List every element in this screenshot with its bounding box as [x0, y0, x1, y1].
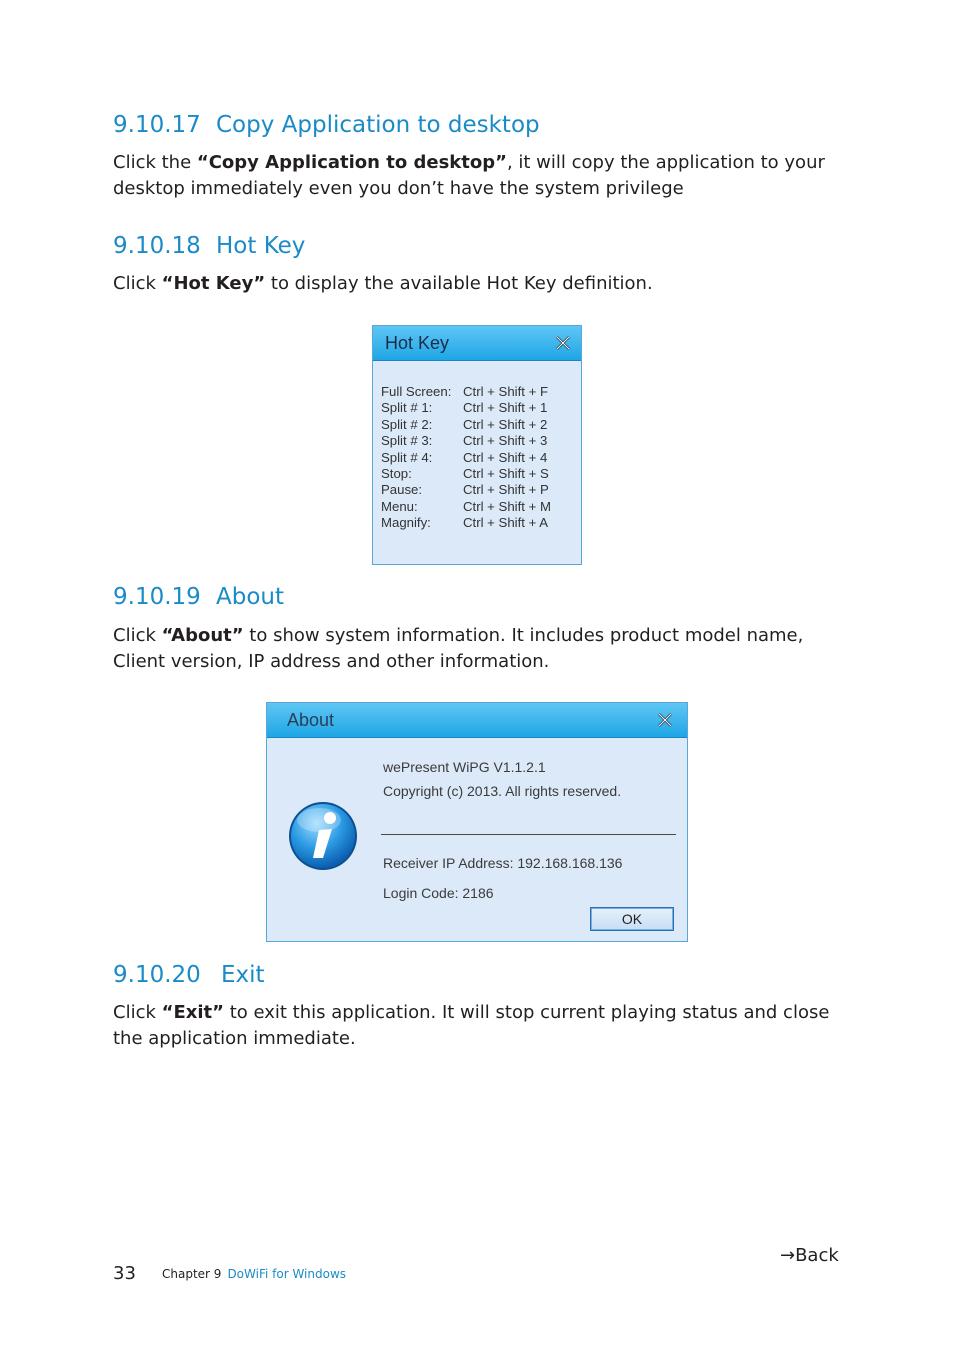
ok-button[interactable]: OK	[590, 907, 674, 931]
section-title: Copy Application to desktop	[216, 112, 540, 138]
hot-key-label: Magnify:	[381, 515, 431, 531]
paragraph-emphasis: “Hot Key”	[161, 273, 266, 294]
section-title: Hot Key	[216, 233, 306, 259]
section-paragraph	[113, 271, 843, 297]
paragraph-text: to show system information. It includes product model name, Client version, IP address and other information.	[113, 625, 804, 672]
paragraph-text: to exit this application. It will stop current playing status and close the application immediate.	[113, 1002, 830, 1049]
paragraph-text: Click	[113, 625, 162, 646]
hot-key-combo: Ctrl + Shift + F	[463, 384, 549, 399]
hot-key-row	[381, 433, 551, 449]
hot-key-combo: Ctrl + Shift + P	[463, 482, 549, 498]
hot-key-row	[381, 384, 551, 400]
section-title: Exit	[221, 962, 265, 988]
chapter-title: DoWiFi for Windows	[227, 1267, 347, 1281]
hot-key-label: Split # 1:	[381, 400, 433, 416]
hot-key-combo: Ctrl + Shift + 4	[463, 449, 548, 465]
section-heading-hot-key	[113, 233, 305, 259]
hot-key-label: Full Screen:	[381, 384, 452, 399]
hot-key-combo: Ctrl + Shift + 2	[463, 416, 548, 432]
hot-key-label: Menu:	[381, 498, 418, 514]
hot-key-label: Split # 4:	[381, 449, 433, 465]
section-heading-exit	[113, 962, 265, 988]
section-paragraph	[113, 623, 843, 675]
section-paragraph	[113, 150, 843, 202]
paragraph-emphasis: “Copy Application to desktop”	[196, 152, 507, 173]
hot-key-row	[381, 515, 551, 531]
hot-key-combo: Ctrl + Shift + S	[463, 466, 549, 482]
footer-chapter	[162, 1267, 346, 1281]
login-code: Login Code: 2186	[383, 885, 494, 901]
hot-key-combo: Ctrl + Shift + M	[463, 498, 551, 514]
about-dialog	[266, 702, 688, 942]
close-icon[interactable]	[655, 710, 675, 730]
paragraph-text: Click the	[113, 152, 197, 173]
section-paragraph	[113, 1000, 843, 1052]
hot-key-row	[381, 417, 551, 433]
hot-key-label: Split # 3:	[381, 433, 433, 449]
section-heading-about	[113, 584, 284, 610]
paragraph-text: to display the available Hot Key definition.	[265, 273, 653, 294]
hot-key-row	[381, 400, 551, 416]
dialog-title: Hot Key	[385, 333, 450, 353]
paragraph-text: Click	[113, 1002, 162, 1023]
hot-key-list	[381, 384, 551, 532]
section-heading-copy-application	[113, 112, 540, 138]
product-version: wePresent WiPG V1.1.2.1	[383, 759, 546, 775]
section-number: 9.10.17	[113, 112, 201, 138]
dialog-title-bar[interactable]	[373, 326, 581, 361]
info-icon	[287, 800, 359, 872]
hot-key-label: Split # 2:	[381, 416, 433, 432]
hot-key-combo: Ctrl + Shift + 3	[463, 433, 548, 449]
chapter-label: Chapter 9	[162, 1267, 222, 1281]
paragraph-text: Click	[113, 273, 162, 294]
divider	[381, 834, 676, 835]
hot-key-row	[381, 466, 551, 482]
hot-key-row	[381, 482, 551, 498]
hot-key-row	[381, 499, 551, 515]
dialog-title: About	[287, 710, 335, 730]
paragraph-emphasis: “Exit”	[161, 1002, 224, 1023]
close-icon[interactable]	[553, 333, 573, 353]
section-number: 9.10.20	[113, 962, 201, 988]
dialog-title-bar[interactable]	[267, 703, 687, 738]
hot-key-label: Stop:	[381, 466, 412, 482]
back-link[interactable]: →Back	[780, 1245, 839, 1266]
copyright-text: Copyright (c) 2013. All rights reserved.	[383, 783, 622, 799]
section-number: 9.10.18	[113, 233, 201, 259]
hot-key-combo: Ctrl + Shift + 1	[463, 400, 548, 416]
section-number: 9.10.19	[113, 584, 201, 610]
receiver-ip-address: Receiver IP Address: 192.168.168.136	[383, 855, 623, 871]
hot-key-combo: Ctrl + Shift + A	[463, 515, 549, 531]
paragraph-text: , it will copy the application to your desktop immediately even you don’t have the system privilege	[113, 152, 825, 199]
hot-key-row	[381, 450, 551, 466]
paragraph-emphasis: “About”	[161, 625, 244, 646]
section-title: About	[216, 584, 285, 610]
page-number: 33	[113, 1263, 136, 1284]
hot-key-label: Pause:	[381, 482, 423, 498]
hot-key-dialog	[372, 325, 582, 565]
